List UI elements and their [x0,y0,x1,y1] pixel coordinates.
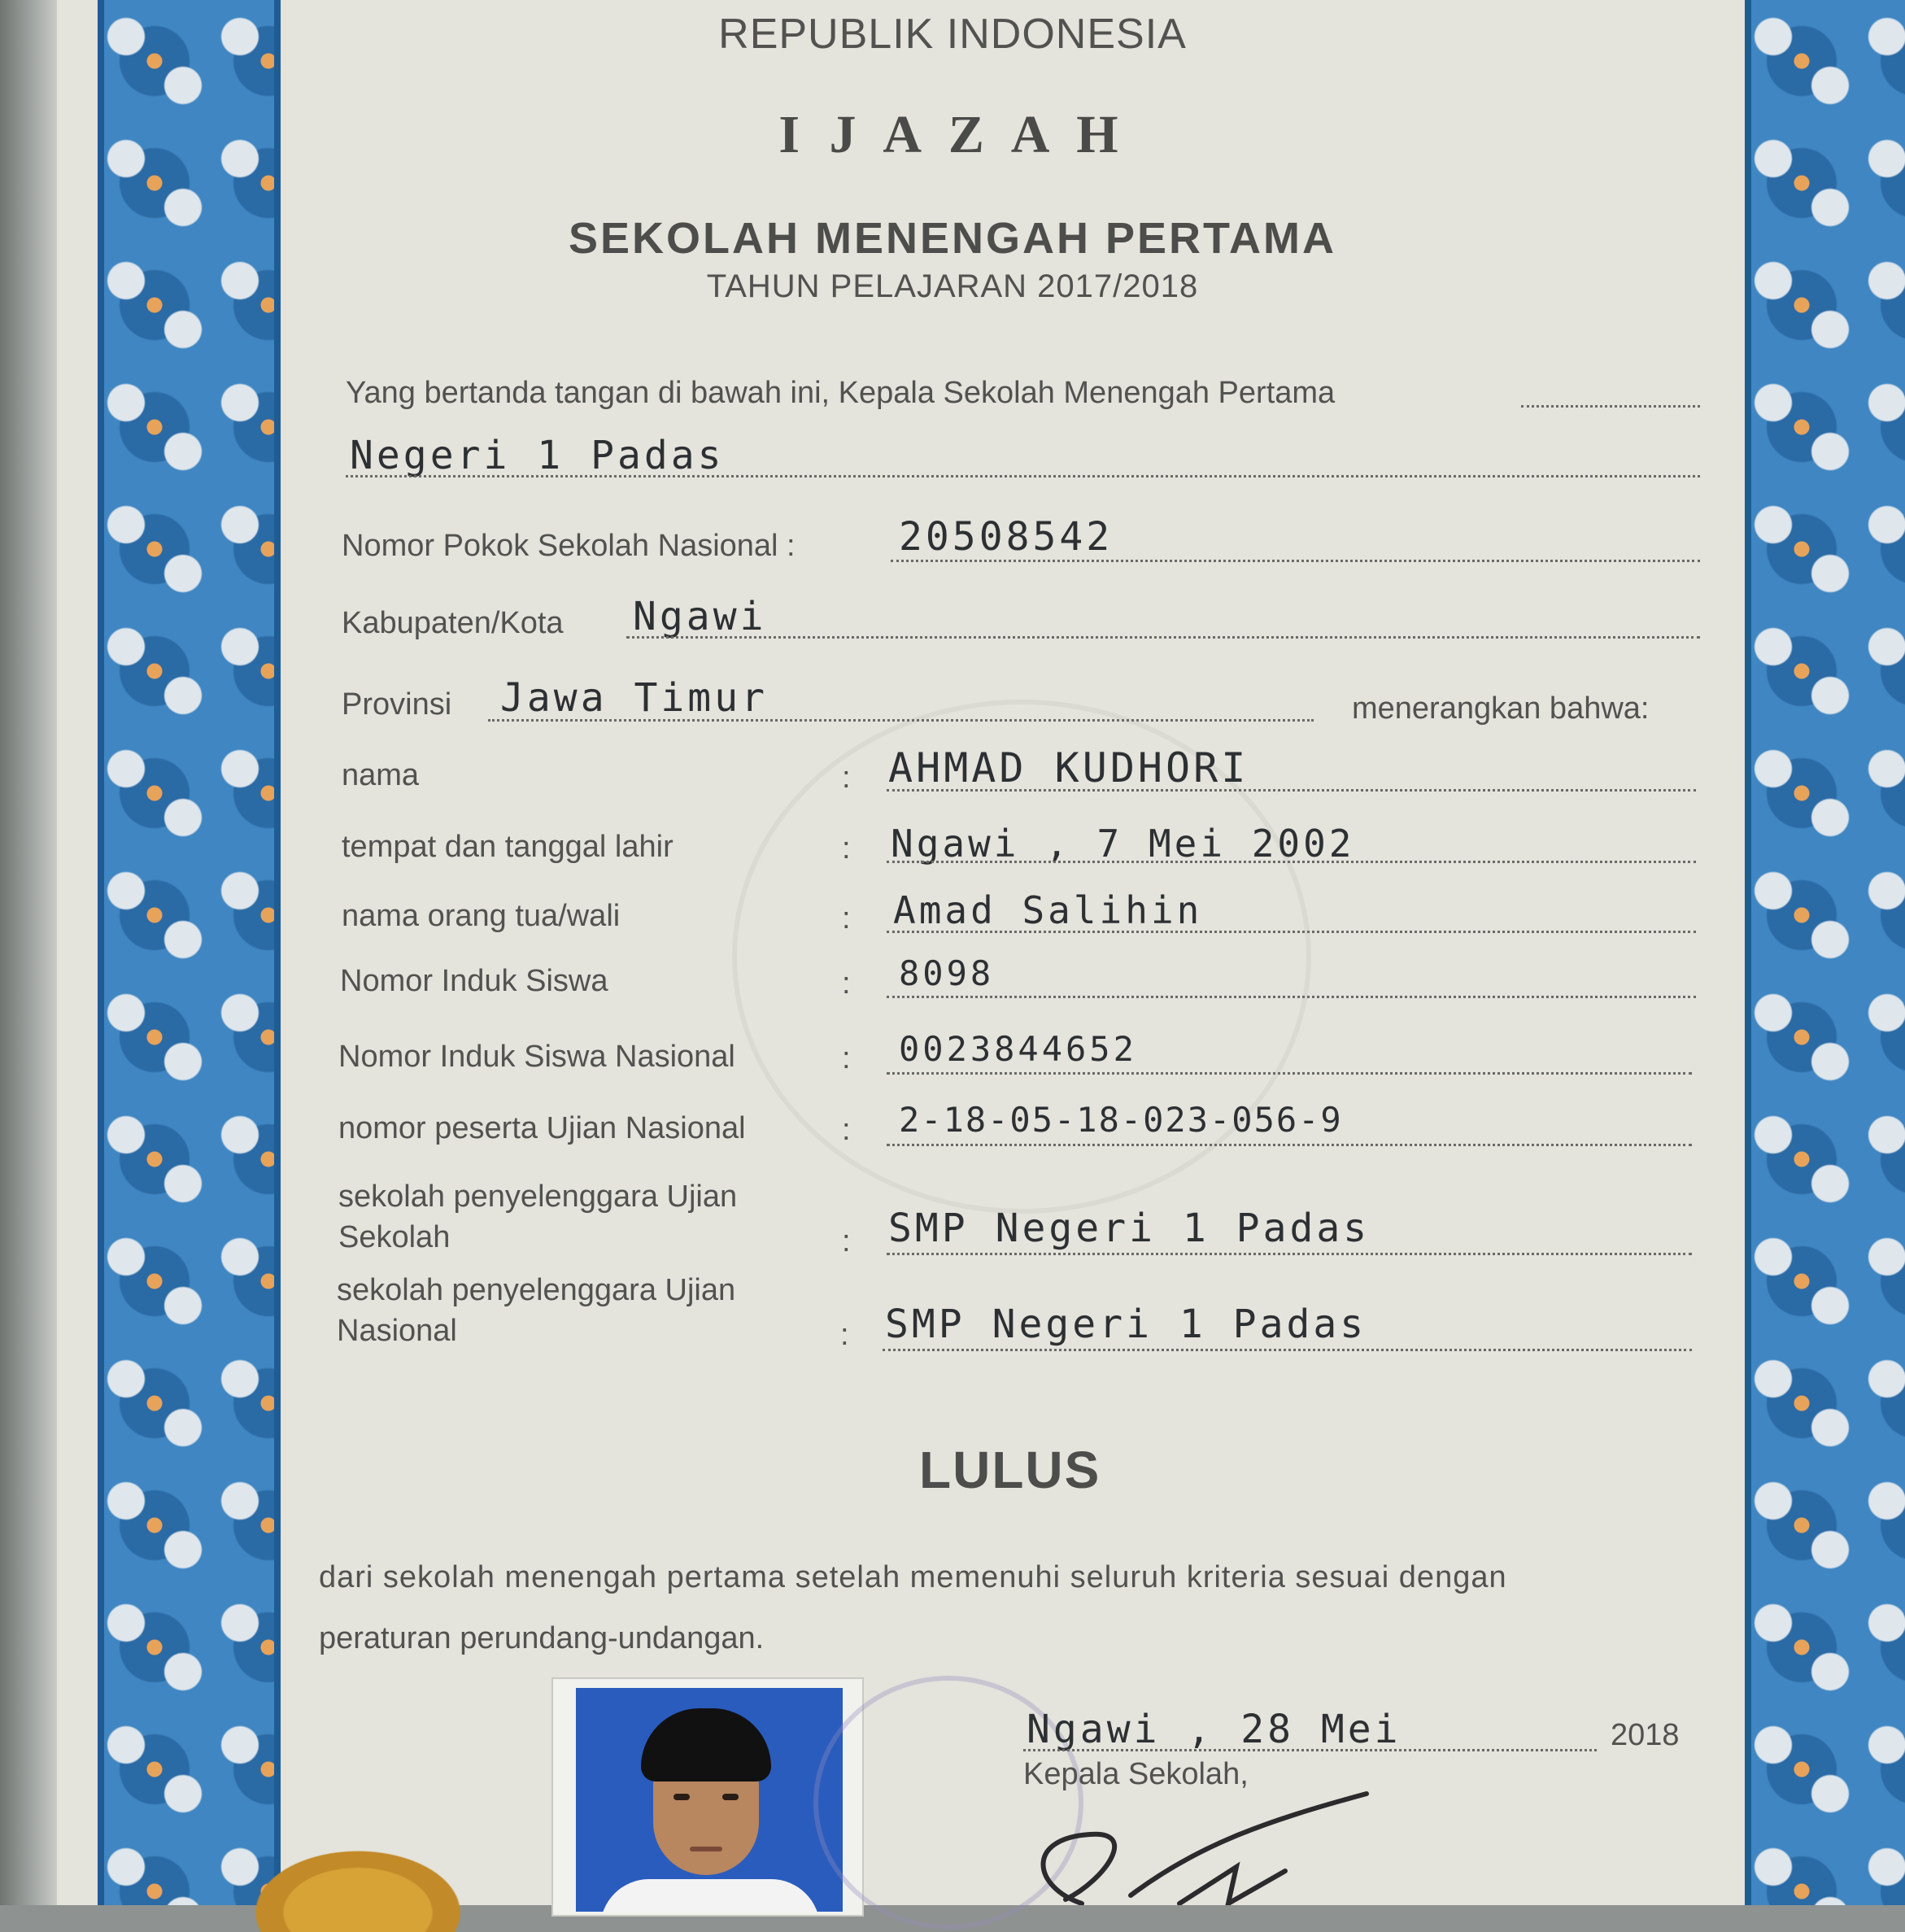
photo-mouth [690,1847,722,1851]
ttl-value: Ngawi , 7 Mei 2002 [891,822,1355,866]
ortu-value: Amad Salihin [893,888,1203,932]
photo-hair [641,1708,771,1782]
colon: : [842,831,851,866]
dotted-line [891,560,1700,562]
un-value: 2-18-05-18-023-056-9 [899,1100,1343,1140]
usn-label-line2: Nasional [337,1314,457,1348]
nisn-label: Nomor Induk Siswa Nasional [338,1040,735,1074]
sign-place-date: Ngawi , 28 Mei [1027,1707,1402,1752]
school-name-value: Negeri 1 Padas [350,433,725,478]
ttl-label: tempat dan tanggal lahir [342,830,674,864]
dotted-line [887,1072,1692,1075]
photo-eye [722,1794,739,1800]
npsn-value: 20508542 [899,514,1114,560]
sign-year: 2018 [1611,1718,1680,1752]
colon: : [840,1318,849,1352]
nisn-value: 0023844652 [899,1029,1137,1069]
result-text-line2: peraturan perundang-undangan. [319,1621,765,1655]
dotted-line [883,1349,1692,1351]
npsn-label: Nomor Pokok Sekolah Nasional : [342,529,796,563]
menerangkan-label: menerangkan bahwa: [1352,691,1650,726]
dotted-line [488,719,1314,722]
academic-year: TAHUN PELAJARAN 2017/2018 [706,268,1199,304]
dotted-line [887,861,1696,863]
dotted-line [887,931,1696,933]
dotted-line [626,636,1700,639]
colon: : [842,966,851,1001]
status-lulus: LULUS [919,1441,1101,1499]
colon: : [842,1113,851,1147]
garuda-emblem [228,1834,488,1932]
dotted-line [1521,405,1700,408]
photo-shirt [600,1879,820,1912]
republik-heading: REPUBLIK INDONESIA [718,11,1187,58]
photo-eye [674,1794,690,1800]
dotted-line [346,475,1700,478]
kabupaten-value: Ngawi [633,594,767,639]
colon: : [842,761,851,795]
usn-label-line1: sekolah penyelenggara Ujian [337,1273,736,1307]
provinsi-value: Jawa Timur [500,675,768,721]
nama-label: nama [342,758,420,792]
school-level: SEKOLAH MENENGAH PERTAMA [568,214,1336,263]
sign-role: Kepala Sekolah, [1023,1757,1249,1791]
dotted-line [887,1253,1692,1255]
nis-value: 8098 [899,953,995,993]
usn-value: SMP Negeri 1 Padas [885,1302,1367,1347]
result-text-line1: dari sekolah menengah pertama setelah memenuhi seluruh kriteria sesuai dengan [319,1560,1507,1594]
intro-label: Yang bertanda tangan di bawah ini, Kepala Sekolah Menengah Pertama [346,376,1336,410]
un-label: nomor peserta Ujian Nasional [338,1111,746,1145]
dotted-line [1023,1749,1597,1751]
signature-scribble [1017,1790,1423,1905]
nama-value: AHMAD KUDHORI [888,744,1249,792]
colon: : [842,1041,851,1075]
document-title: I J A Z A H [778,105,1127,164]
dotted-line [887,1144,1692,1146]
dotted-line [887,789,1696,792]
us-label-line1: sekolah penyelenggara Ujian [338,1180,738,1214]
colon: : [842,1224,851,1258]
dotted-line [887,996,1696,998]
student-photo [576,1688,843,1912]
ortu-label: nama orang tua/wali [342,899,621,933]
kabupaten-label: Kabupaten/Kota [342,606,564,640]
provinsi-label: Provinsi [342,687,452,722]
nis-label: Nomor Induk Siswa [340,964,608,998]
us-label-line2: Sekolah [338,1220,451,1254]
us-value: SMP Negeri 1 Padas [888,1206,1371,1251]
colon: : [842,901,851,935]
